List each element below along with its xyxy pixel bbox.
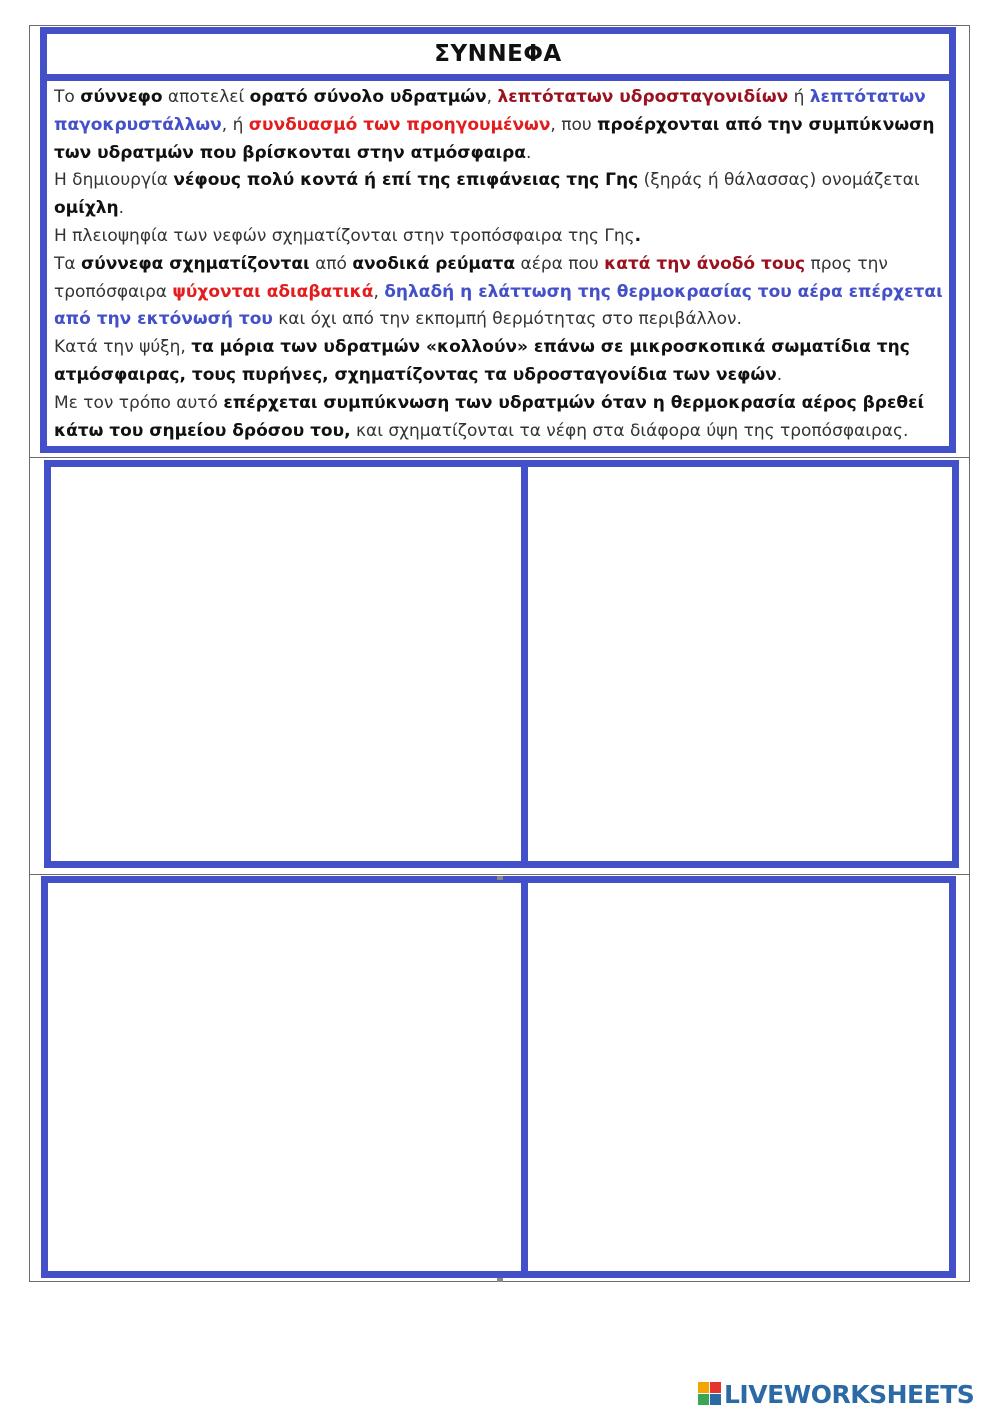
text-run: λεπτότατων υδροσταγονιδίων xyxy=(497,87,789,107)
text-run: επέρχεται συμπύκνωση των υδρατμών όταν η θερμοκρασία αέρος βρεθεί κάτω του σημείου δρόσου του, xyxy=(54,392,925,441)
text-run: συνδυασμό των προηγουμένων xyxy=(248,114,551,135)
text-run: νέφους πολύ κοντά ή επί της επιφάνειας της Γης xyxy=(173,170,639,191)
text-run: Το xyxy=(54,87,81,107)
info-text xyxy=(54,84,943,445)
text-run: . xyxy=(634,225,642,246)
drawing-panel-bottom-left[interactable] xyxy=(41,876,529,1278)
drawing-panel-bottom-right[interactable] xyxy=(521,876,956,1278)
text-run: . xyxy=(776,364,783,385)
text-run: σύννεφα σχηματίζονται xyxy=(81,253,310,274)
p4-text xyxy=(54,254,943,330)
resize-handle[interactable] xyxy=(497,1278,503,1282)
text-run: ή xyxy=(788,87,810,107)
logo-square xyxy=(710,1394,721,1405)
text-run: λεπτότατων παγοκρυστάλλων xyxy=(54,87,926,135)
text-run: προέρχονται από την συμπύκνωση των υδρατμών που βρίσκονται στην ατμόσφαιρα xyxy=(54,114,935,163)
text-run: . xyxy=(526,142,532,163)
text-run: ορατό σύνολο υδρατμών xyxy=(249,87,487,107)
text-run: , xyxy=(373,281,385,302)
info-box xyxy=(40,27,956,453)
p6-text xyxy=(54,393,924,441)
logo-square xyxy=(698,1382,709,1393)
logo-square xyxy=(710,1382,721,1393)
logo-square xyxy=(698,1394,709,1405)
text-run: (ξηράς ή θάλασσας) ονομάζεται xyxy=(638,170,920,191)
p5-text xyxy=(54,337,910,385)
p1-text xyxy=(54,87,934,163)
text-run: Με τον τρόπο αυτό xyxy=(54,392,224,413)
text-run: Η πλειοψηφία των νεφών σχηματίζονται στην τροπόσφαιρα της Γης xyxy=(54,225,635,246)
text-run: από xyxy=(309,253,353,274)
text-run: ομίχλη xyxy=(54,198,119,219)
text-run: ψύχονται αδιαβατικά xyxy=(172,281,374,302)
p2-text xyxy=(54,170,920,218)
text-run: , που xyxy=(550,114,598,135)
text-run: προς την τροπόσφαιρα xyxy=(54,253,888,302)
text-run: κατά την άνοδό τους xyxy=(604,253,806,274)
text-run: τα μόρια των υδρατμών «κολλούν» επάνω σε μικροσκοπικά σωματίδια της ατμόσφαιρας, τους πυρήνες, σχηματίζοντας τα υδροσταγονίδια των νεφών xyxy=(54,337,910,385)
text-run: και όχι από την εκπομπή θερμότητας στο περιβάλλον. xyxy=(272,309,742,330)
text-run: , xyxy=(486,87,498,107)
logo-text: LIVEWORKSHEETS xyxy=(724,1379,975,1409)
p3-text xyxy=(54,226,641,246)
liveworksheets-logo-icon xyxy=(698,1382,722,1406)
drawing-panel-top-left[interactable] xyxy=(44,460,528,868)
section-divider xyxy=(29,457,970,458)
text-run: Η δημιουργία xyxy=(54,170,174,191)
text-run: αποτελεί xyxy=(162,87,250,107)
text-run: . xyxy=(118,198,125,219)
page-title: ΣΥΝΝΕΦΑ xyxy=(434,41,562,67)
text-run: σύννεφο xyxy=(80,87,163,107)
text-run: Τα xyxy=(54,253,81,274)
text-run: , ή xyxy=(221,114,249,135)
resize-handle[interactable] xyxy=(497,876,503,880)
drawing-panel-top-right[interactable] xyxy=(521,460,959,868)
liveworksheets-logo xyxy=(698,1378,974,1410)
text-run: και σχηματίζονται τα νέφη στα διάφορα ύψη της τροπόσφαιρας. xyxy=(350,420,909,441)
text-run: δηλαδή η ελάττωση της θερμοκρασίας του αέρα επέρχεται από την εκτόνωσή του xyxy=(54,281,943,330)
text-run: Κατά την ψύξη, xyxy=(54,337,192,358)
text-run: ανοδικά ρεύματα xyxy=(352,253,516,274)
text-run: αέρα που xyxy=(515,253,605,274)
title-box xyxy=(47,34,949,81)
section-divider xyxy=(29,874,970,875)
